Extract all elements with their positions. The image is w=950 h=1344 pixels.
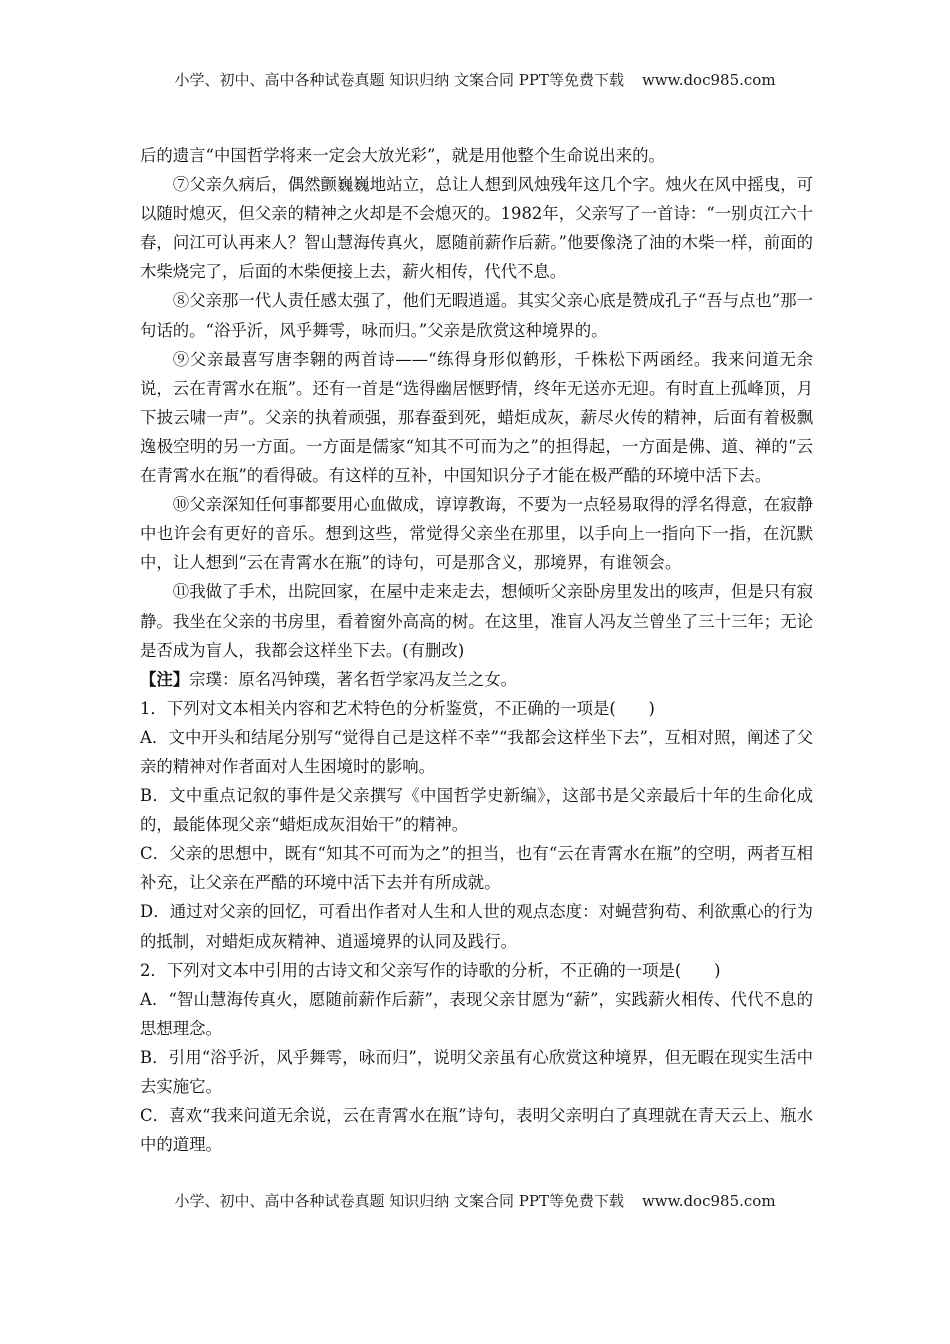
question-1-option-d: D．通过对父亲的回忆，可看出作者对人生和人世的观点态度：对蝇营狗苟、利欲熏心的行为的抵制，对蜡炬成灰精神、逍遥境界的认同及践行。: [140, 902, 813, 951]
paragraph-9: ⑨父亲最喜写唐李翱的两首诗——“练得身形似鹤形，千株松下两函经。我来问道无余说，云在青霄水在瓶”。还有一首是“选得幽居惬野情，终年无送亦无迎。有时直上孤峰顶，月下披云啸一声”。父亲的执着顽强，那春蚕到死，蜡炬成灰，薪尽火传的精神，后面有着极飘逸极空明的另一方面。一方面是儒家“知其不可而为之”的担得起，一方面是佛、道、禅的“云在青霄水在瓶”的看得破。有这样的互补，中国知识分子才能在极严酷的环境中活下去。: [140, 349, 813, 486]
page-footer: [0, 1191, 950, 1211]
question-1-option-b: B．文中重点记叙的事件是父亲撰写《中国哲学史新编》，这部书是父亲最后十年的生命化成的，最能体现父亲“蜡炬成灰泪始干”的精神。: [140, 786, 813, 835]
header-text: 小学、初中、高中各种试卷真题 知识归纳 文案合同 PPT等免费下载: [174, 71, 624, 89]
footer-site-link[interactable]: www.doc985.com: [641, 1192, 776, 1210]
question-2-option-b: B．引用“浴乎沂，风乎舞雩，咏而归”，说明父亲虽有心欣赏这种境界，但无暇在现实生活中去实施它。: [140, 1047, 813, 1096]
document-body: [140, 141, 813, 1159]
note-text: 宗璞：原名冯钟璞，著名哲学家冯友兰之女。: [189, 669, 517, 689]
question-1-option-a: A．文中开头和结尾分别写“觉得自己是这样不幸”“我都会这样坐下去”，互相对照，阐述了父亲的精神对作者面对人生困境时的影响。: [140, 727, 813, 776]
question-2-stem: 2．下列对文本中引用的古诗文和父亲写作的诗歌的分析，不正确的一项是( ): [140, 960, 721, 980]
paragraph-10: ⑩父亲深知任何事都要用心血做成，谆谆教诲，不要为一点轻易取得的浮名得意，在寂静中也许会有更好的音乐。想到这些，常觉得父亲坐在那里，以手向上一指向下一指，在沉默中，让人想到“云在青霄水在瓶”的诗句，可是那含义，那境界，有谁领会。: [140, 495, 813, 573]
question-2-option-c: C．喜欢“我来问道无余说，云在青霄水在瓶”诗句，表明父亲明白了真理就在青天云上、瓶水中的道理。: [140, 1106, 813, 1155]
header-site-link[interactable]: www.doc985.com: [641, 71, 776, 89]
author-note: [140, 665, 813, 694]
paragraph-7: ⑦父亲久病后，偶然颤巍巍地站立，总让人想到风烛残年这几个字。烛火在风中摇曳，可以随时熄灭，但父亲的精神之火却是不会熄灭的。1982年，父亲写了一首诗：“一别贞江六十春，问江可认再来人？智山慧海传真火，愿随前薪作后薪。”他要像浇了油的木柴一样，前面的木柴烧完了，后面的木柴便接上去，薪火相传，代代不息。: [140, 175, 813, 282]
paragraph-11: ⑪我做了手术，出院回家，在屋中走来走去，想倾听父亲卧房里发出的咳声，但是只有寂静。我坐在父亲的书房里，看着窗外高高的树。在这里，准盲人冯友兰曾坐了三十三年；无论是否成为盲人，我都会这样坐下去。(有删改): [140, 582, 813, 660]
question-2-option-a: A．“智山慧海传真火，愿随前薪作后薪”，表现父亲甘愿为“薪”，实践薪火相传、代代不息的思想理念。: [140, 989, 813, 1038]
question-1-stem: 1．下列对文本相关内容和艺术特色的分析鉴赏，不正确的一项是( ): [140, 698, 655, 718]
note-tag: 【注】: [140, 669, 190, 689]
page-header: [0, 70, 950, 90]
paragraph-continuation: 后的遗言“中国哲学将来一定会大放光彩”，就是用他整个生命说出来的。: [140, 146, 665, 165]
question-1-option-c: C．父亲的思想中，既有“知其不可而为之”的担当，也有“云在青霄水在瓶”的空明，两者互相补充，让父亲在严酷的环境中活下去并有所成就。: [140, 844, 813, 893]
paragraph-8: ⑧父亲那一代人责任感太强了，他们无暇逍遥。其实父亲心底是赞成孔子“吾与点也”那一句话的。“浴乎沂，风乎舞雩，咏而归。”父亲是欣赏这种境界的。: [140, 291, 813, 340]
footer-text: 小学、初中、高中各种试卷真题 知识归纳 文案合同 PPT等免费下载: [174, 1192, 624, 1210]
